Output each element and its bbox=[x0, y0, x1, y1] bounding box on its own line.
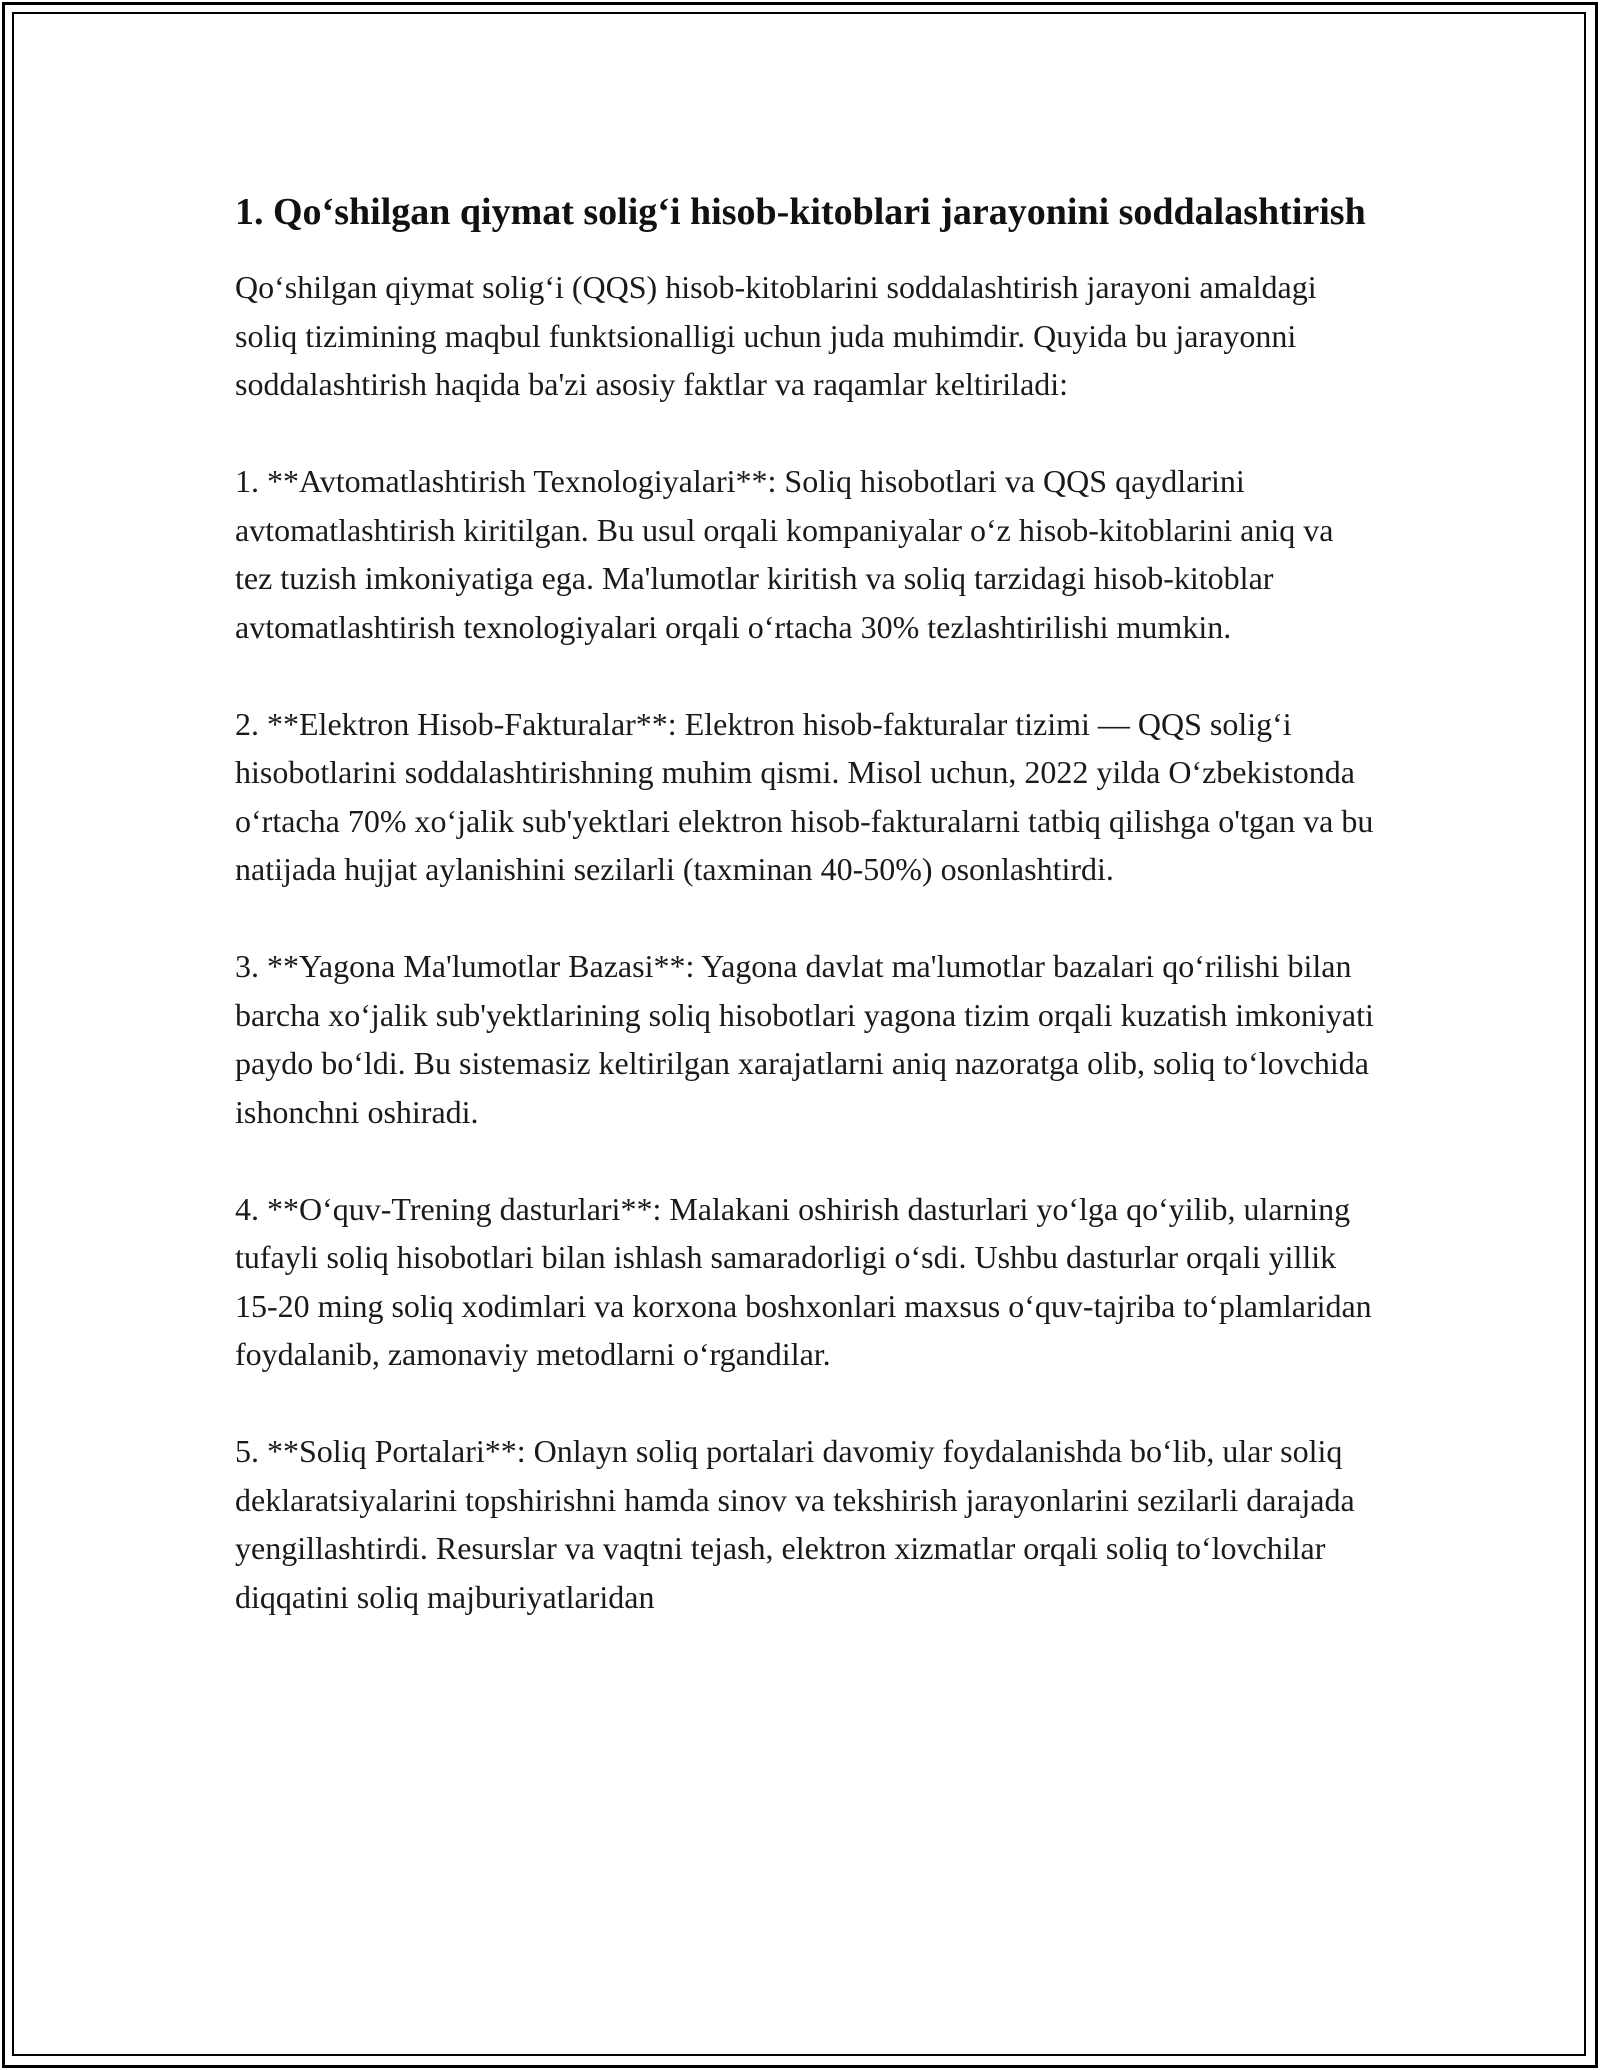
document-body bbox=[235, 185, 1375, 1670]
item-tax-portals-paragraph: 5. **Soliq Portalari**: Onlayn soliq portalari davomiy foydalanishda bo‘lib, ular soliq deklaratsiyalarini topshirishni hamda sinov va tekshirish jarayonlarini sezilarli darajada yengillashtirdi. Resurslar va vaqtni tejash, elektron xizmatlar orqali soliq to‘lovchilar diqqatini soliq majburiyatlaridan bbox=[235, 1433, 1355, 1615]
intro-paragraph: Qo‘shilgan qiymat solig‘i (QQS) hisob-kitoblarini soddalashtirish jarayoni amaldagi soliq tizimining maqbul funktsionalligi uchun juda muhimdir. Quyida bu jarayonni soddalashtirish haqida ba'zi asosiy faktlar va raqamlar keltiriladi: bbox=[235, 269, 1317, 402]
item-training-programs-paragraph: 4. **O‘quv-Trening dasturlari**: Malakani oshirish dasturlari yo‘lga qo‘yilib, ularning tufayli soliq hisobotlari bilan ishlash samaradorligi o‘sdi. Ushbu dasturlar orqali yillik 15-20 ming soliq xodimlari va korxona boshxonlari maxsus o‘quv-tajriba to‘plamlaridan foydalanib, zamonaviy metodlarni o‘rgandilar. bbox=[235, 1190, 1372, 1372]
item-e-invoices-paragraph: 2. **Elektron Hisob-Fakturalar**: Elektron hisob-fakturalar tizimi — QQS solig‘i hisobotlarini soddalashtirishning muhim qismi. Misol uchun, 2022 yilda O‘zbekistonda o‘rtacha 70% xo‘jalik sub'yektlari elektron hisob-fakturalarni tatbiq qilishga o'tgan va bu natijada hujjat aylanishini sezilarli (taxminan 40-50%) osonlashtirdi. bbox=[235, 705, 1374, 887]
item-automation-paragraph: 1. **Avtomatlashtirish Texnologiyalari**: Soliq hisobotlari va QQS qaydlarini avtomatlashtirish kiritilgan. Bu usul orqali kompaniyalar o‘z hisob-kitoblarini aniq va tez tuzish imkoniyatiga ega. Ma'lumotlar kiritish va soliq tarzidagi hisob-kitoblar avtomatlashtirish texnologiyalari orqali o‘rtacha 30% tezlashtirilishi mumkin. bbox=[235, 463, 1334, 645]
section-heading: 1. Qo‘shilgan qiymat solig‘i hisob-kitoblari jarayonini soddalashtirish bbox=[235, 191, 1366, 233]
item-unified-database-paragraph: 3. **Yagona Ma'lumotlar Bazasi**: Yagona davlat ma'lumotlar bazalari qo‘rilishi bilan barcha xo‘jalik sub'yektlarining soliq hisobotlari yagona tizim orqali kuzatish imkoniyati paydo bo‘ldi. Bu sistemasiz keltirilgan xarajatlarni aniq nazoratga olib, soliq to‘lovchida ishonchni oshiradi. bbox=[235, 948, 1374, 1130]
